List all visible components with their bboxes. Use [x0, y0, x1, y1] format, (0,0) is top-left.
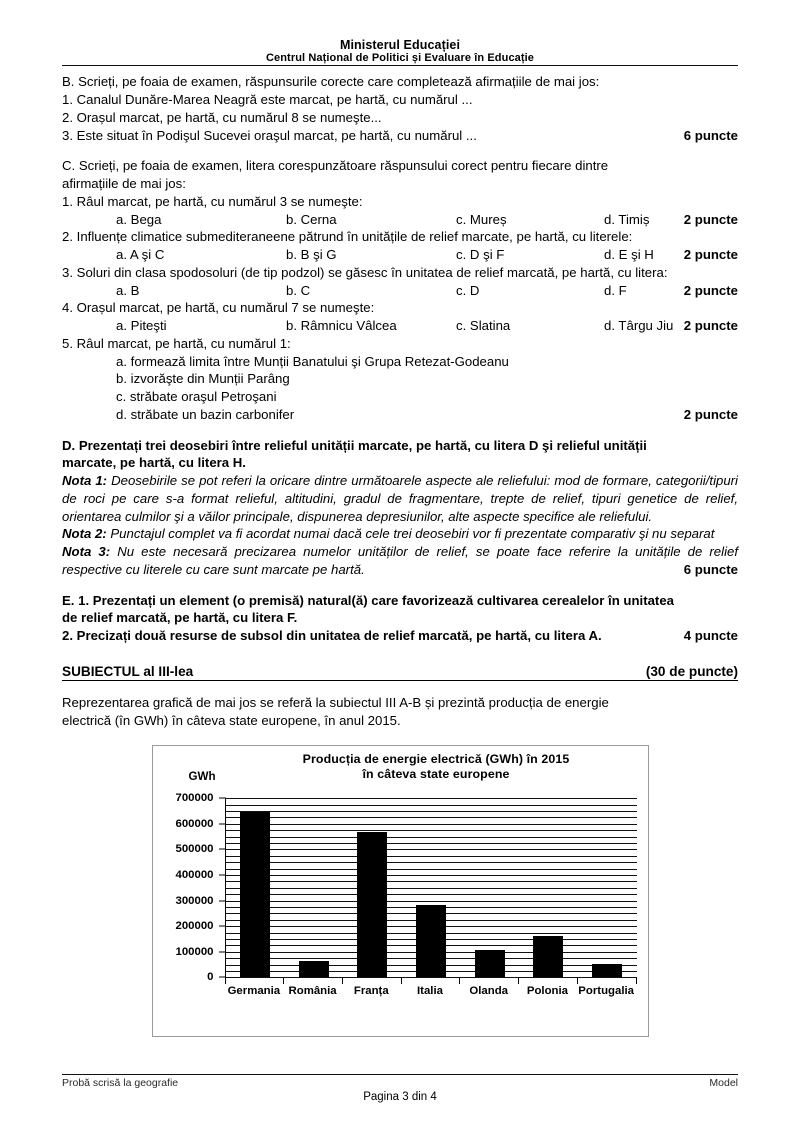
section-c-q2-points: 2 puncte: [683, 247, 738, 263]
chart-bar: [592, 964, 622, 977]
section-d-prompt-line2: marcate, pe hartă, cu litera H.: [62, 455, 246, 471]
chart-x-tick-mark: [401, 978, 402, 984]
chart-x-tick-label: România: [288, 985, 337, 998]
section-c-q4-option-b[interactable]: b. Râmnicu Vâlcea: [286, 318, 397, 334]
section-c-q2-options: [62, 246, 738, 264]
section-c-q2-option-a[interactable]: a. A şi C: [116, 247, 165, 263]
chart-x-tick-label: Polonia: [526, 985, 568, 998]
section-e-line1: E. 1. Prezentați un element (o premisă) natural(ă) care favorizează cultivarea cerealelor în unitatea: [62, 592, 674, 608]
chart-x-tick-mark: [459, 978, 460, 984]
chart-bar: [299, 961, 329, 978]
subject-3-points: (30 de puncte): [645, 663, 738, 679]
section-b-item-3-row: [62, 127, 738, 145]
footer-left-text: Probă scrisă la geografie: [62, 1077, 179, 1089]
page-footer: [62, 1074, 738, 1103]
chart-gridline-minor: [226, 817, 637, 818]
section-c-q1-option-d[interactable]: d. Timiș 2 puncte: [604, 211, 738, 227]
section-c-q5-option-d[interactable]: d. străbate un bazin carbonifer: [116, 406, 295, 422]
section-c-q3-options: [62, 282, 738, 300]
chart-bar: [240, 812, 270, 978]
subject-3-intro-line1: Reprezentarea grafică de mai jos se referă la subiectul III A-B și prezintă producția de energie: [62, 694, 609, 710]
section-d-prompt-line1: D. Prezentați trei deosebiri între relieful unității marcate, pe hartă, cu litera D şi relieful unității: [62, 437, 647, 453]
chart-gridline-major: [226, 798, 637, 799]
section-c-q5-option-a[interactable]: a. formează limita între Munții Banatului şi Grupa Retezat-Godeanu: [116, 353, 509, 369]
section-c-q5-prompt: 5. Râul marcat, pe hartă, cu numărul 1:: [62, 335, 291, 351]
section-d-points: 6 puncte: [683, 561, 738, 577]
nota-3-text: Nu este necesară precizarea numelor unităților de relief, se poate face referire la unitățile de relief respective cu literele cu care sunt marcate pe hartă.: [62, 544, 739, 577]
chart-x-tick-label: Franța: [353, 985, 389, 998]
chart-bar: [475, 950, 505, 978]
chart-y-tick-label: 200000: [175, 920, 214, 933]
footer-divider: [62, 1074, 738, 1075]
section-c-q5-points: 2 puncte: [683, 406, 738, 422]
section-e-line3-row: [62, 627, 738, 645]
subject-3-heading: [62, 664, 738, 681]
chart-gridline-major: [226, 849, 637, 850]
chart-gridline-major: [226, 875, 637, 876]
chart-y-tick-mark: [219, 849, 226, 850]
section-b-item-2: 2. Orașul marcat, pe hartă, cu numărul 8 se numeşte...: [62, 109, 382, 125]
option-indent: [62, 282, 116, 300]
section-c-q3-option-c[interactable]: c. D: [456, 282, 480, 298]
section-c-q5-option-d-row: [62, 406, 738, 424]
section-e-line3: 2. Precizați două resurse de subsol din unitatea de relief marcată, pe hartă, cu litera A.: [62, 628, 602, 644]
option-indent: [62, 317, 116, 335]
chart-gridline-minor: [226, 856, 637, 857]
chart-gridline-minor: [226, 881, 637, 882]
section-c-q5-option-c[interactable]: c. străbate oraşul Petroşani: [116, 389, 277, 405]
chart-gridline-major: [226, 824, 637, 825]
section-d-nota-2: [62, 525, 738, 543]
section-c-q4-prompt: 4. Orașul marcat, pe hartă, cu numărul 7 se numeşte:: [62, 300, 375, 316]
nota-3-label: Nota 3:: [62, 544, 111, 560]
section-c-q3-option-a[interactable]: a. B: [116, 282, 140, 298]
chart-y-tick-mark: [219, 900, 226, 901]
chart-gridline-minor: [226, 830, 637, 831]
option-indent: [62, 246, 116, 264]
chart-x-tick-mark: [636, 978, 637, 984]
section-b: [62, 73, 738, 144]
section-c-q1-option-b[interactable]: b. Cerna: [286, 211, 337, 227]
section-d-nota-1: [62, 472, 738, 525]
chart-subtitle: în câteva state europene: [362, 767, 510, 782]
section-c-q4-option-c[interactable]: c. Slatina: [456, 318, 511, 334]
chart-x-tick-mark: [225, 978, 226, 984]
chart-y-tick-label: 500000: [175, 843, 214, 856]
document-header: [62, 0, 738, 64]
chart-gridline-minor: [226, 894, 637, 895]
energy-production-chart: [152, 745, 649, 1037]
section-c: [62, 157, 738, 423]
chart-y-tick-mark: [219, 798, 226, 799]
nota-1-label: Nota 1:: [62, 473, 108, 489]
option-indent: [62, 211, 116, 229]
chart-gridline-minor: [226, 805, 637, 806]
section-c-q4-options: [62, 317, 738, 335]
chart-bar: [357, 832, 387, 978]
chart-y-tick-mark: [219, 926, 226, 927]
chart-x-tick-label: Portugalia: [578, 985, 634, 998]
section-c-q4-points: 2 puncte: [683, 318, 738, 334]
chart-title-line1: Producția de energie electrică (GWh) în 2015: [302, 752, 570, 767]
section-e-points: 4 puncte: [683, 628, 738, 644]
chart-gridline-major: [226, 901, 637, 902]
section-b-intro: B. Scrieți, pe foaia de examen, răspunsurile corecte care completează afirmațiile de mai jos:: [62, 74, 600, 90]
chart-gridline-minor: [226, 862, 637, 863]
section-b-item-3: 3. Este situat în Podişul Sucevei oraşul marcat, pe hartă, cu numărul ...: [62, 127, 477, 143]
section-c-q1-prompt: 1. Râul marcat, pe hartă, cu numărul 3 se numeşte:: [62, 193, 363, 209]
chart-y-tick-label: 600000: [175, 817, 214, 830]
chart-gridline-minor: [226, 837, 637, 838]
ministry-title: Ministerul Educației: [339, 38, 461, 52]
chart-bar: [533, 936, 563, 978]
chart-gridline-minor: [226, 888, 637, 889]
section-c-q3-prompt: 3. Soluri din clasa spodosoluri (de tip podzol) se găsesc în unitatea de relief marcată, pe hartă, cu litera:: [62, 264, 668, 280]
footer-right-text: Model: [709, 1077, 738, 1089]
section-e: [62, 592, 738, 645]
section-c-q4-option-a[interactable]: a. Piteşti: [116, 318, 167, 334]
section-c-intro-line2: afirmațiile de mai jos:: [62, 176, 186, 192]
chart-y-tick-mark: [219, 951, 226, 952]
chart-y-tick-label: 300000: [175, 894, 214, 907]
section-c-q3-points: 2 puncte: [683, 282, 738, 298]
chart-gridline-minor: [226, 811, 637, 812]
footer-page-number: Pagina 3 din 4: [363, 1091, 437, 1103]
chart-y-tick-label: 100000: [175, 945, 214, 958]
nota-1-text: Deosebirile se pot referi la oricare dintre următoarele aspecte ale reliefului: mod de formare, categorii/tipuri de roci pe care s-a format relieful, altitudini, gradul de fragmentare, trepte de relief, tipuri genetice de relief, orientarea culmilor şi a văilor principale, dispunerea depresiunilor, alte aspecte specifice ale reliefului.: [62, 473, 738, 524]
chart-x-tick-mark: [577, 978, 578, 984]
section-c-q5-option-b[interactable]: b. izvorăşte din Munții Parâng: [116, 371, 290, 387]
chart-x-tick-label: Germania: [227, 985, 281, 998]
chart-x-tick-mark: [283, 978, 284, 984]
section-c-q3-option-d[interactable]: d. F 2 puncte: [604, 282, 738, 298]
section-c-q1-options: [62, 211, 738, 229]
chart-gridline-minor: [226, 869, 637, 870]
subject-3-intro: [62, 694, 738, 730]
section-b-item-1: 1. Canalul Dunăre-Marea Neagră este marcat, pe hartă, cu numărul ...: [62, 92, 473, 108]
section-d-nota-3: [62, 543, 738, 579]
centre-title: Centrul Național de Politici și Evaluare în Educație: [265, 52, 535, 64]
section-b-points: 6 puncte: [683, 127, 738, 143]
footer-row: [62, 1077, 738, 1089]
nota-2-text: Punctajul complet va fi acordat numai dacă cele trei deosebiri vor fi prezentate comparativ şi nu separat: [106, 526, 715, 542]
chart-plot-area: [175, 792, 637, 984]
section-c-q1-points: 2 puncte: [683, 211, 738, 227]
section-c-q1-option-c[interactable]: c. Mureș: [456, 211, 507, 227]
chart-y-tick-label: 400000: [175, 869, 214, 882]
section-c-q2-option-b[interactable]: b. B şi G: [286, 247, 337, 263]
section-c-intro-line1: C. Scrieți, pe foaia de examen, litera corespunzătoare răspunsului corect pentru fiecare dintre: [62, 158, 609, 174]
nota-2-label: Nota 2:: [62, 526, 107, 542]
chart-y-tick-mark: [219, 823, 226, 824]
chart-x-tick-mark: [518, 978, 519, 984]
subject-3-title: SUBIECTUL al III-lea: [62, 663, 194, 679]
section-c-q4-option-d[interactable]: d. Târgu Jiu 2 puncte: [604, 318, 738, 334]
section-c-q2-prompt: 2. Influențe climatice submediteraneene pătrund în unitățile de relief marcate, pe hartă, cu literele:: [62, 229, 633, 245]
chart-x-tick-label: Italia: [417, 985, 443, 998]
section-d: [62, 437, 738, 579]
chart-y-axis-unit: GWh: [188, 770, 216, 784]
chart-x-axis: [225, 978, 637, 1018]
chart-title: [231, 752, 642, 782]
section-c-q2-option-c[interactable]: c. D şi F: [456, 247, 505, 263]
chart-x-tick-mark: [342, 978, 343, 984]
section-c-q3-option-b[interactable]: b. C: [286, 282, 311, 298]
chart-bar: [416, 905, 446, 977]
header-divider: [62, 65, 738, 66]
section-c-q1-option-a[interactable]: a. Bega: [116, 211, 162, 227]
chart-gridline-minor: [226, 843, 637, 844]
chart-y-tick-label: 0: [207, 971, 214, 984]
chart-y-tick-mark: [219, 875, 226, 876]
chart-y-tick-label: 700000: [175, 792, 214, 805]
chart-x-tick-label: Olanda: [469, 985, 509, 998]
section-c-q2-option-d[interactable]: d. E şi H 2 puncte: [604, 247, 738, 263]
section-e-line2: de relief marcată, pe hartă, cu litera F.: [62, 610, 298, 626]
subject-3-intro-line2: electrică (în GWh) în câteva state europene, în anul 2015.: [62, 712, 401, 728]
